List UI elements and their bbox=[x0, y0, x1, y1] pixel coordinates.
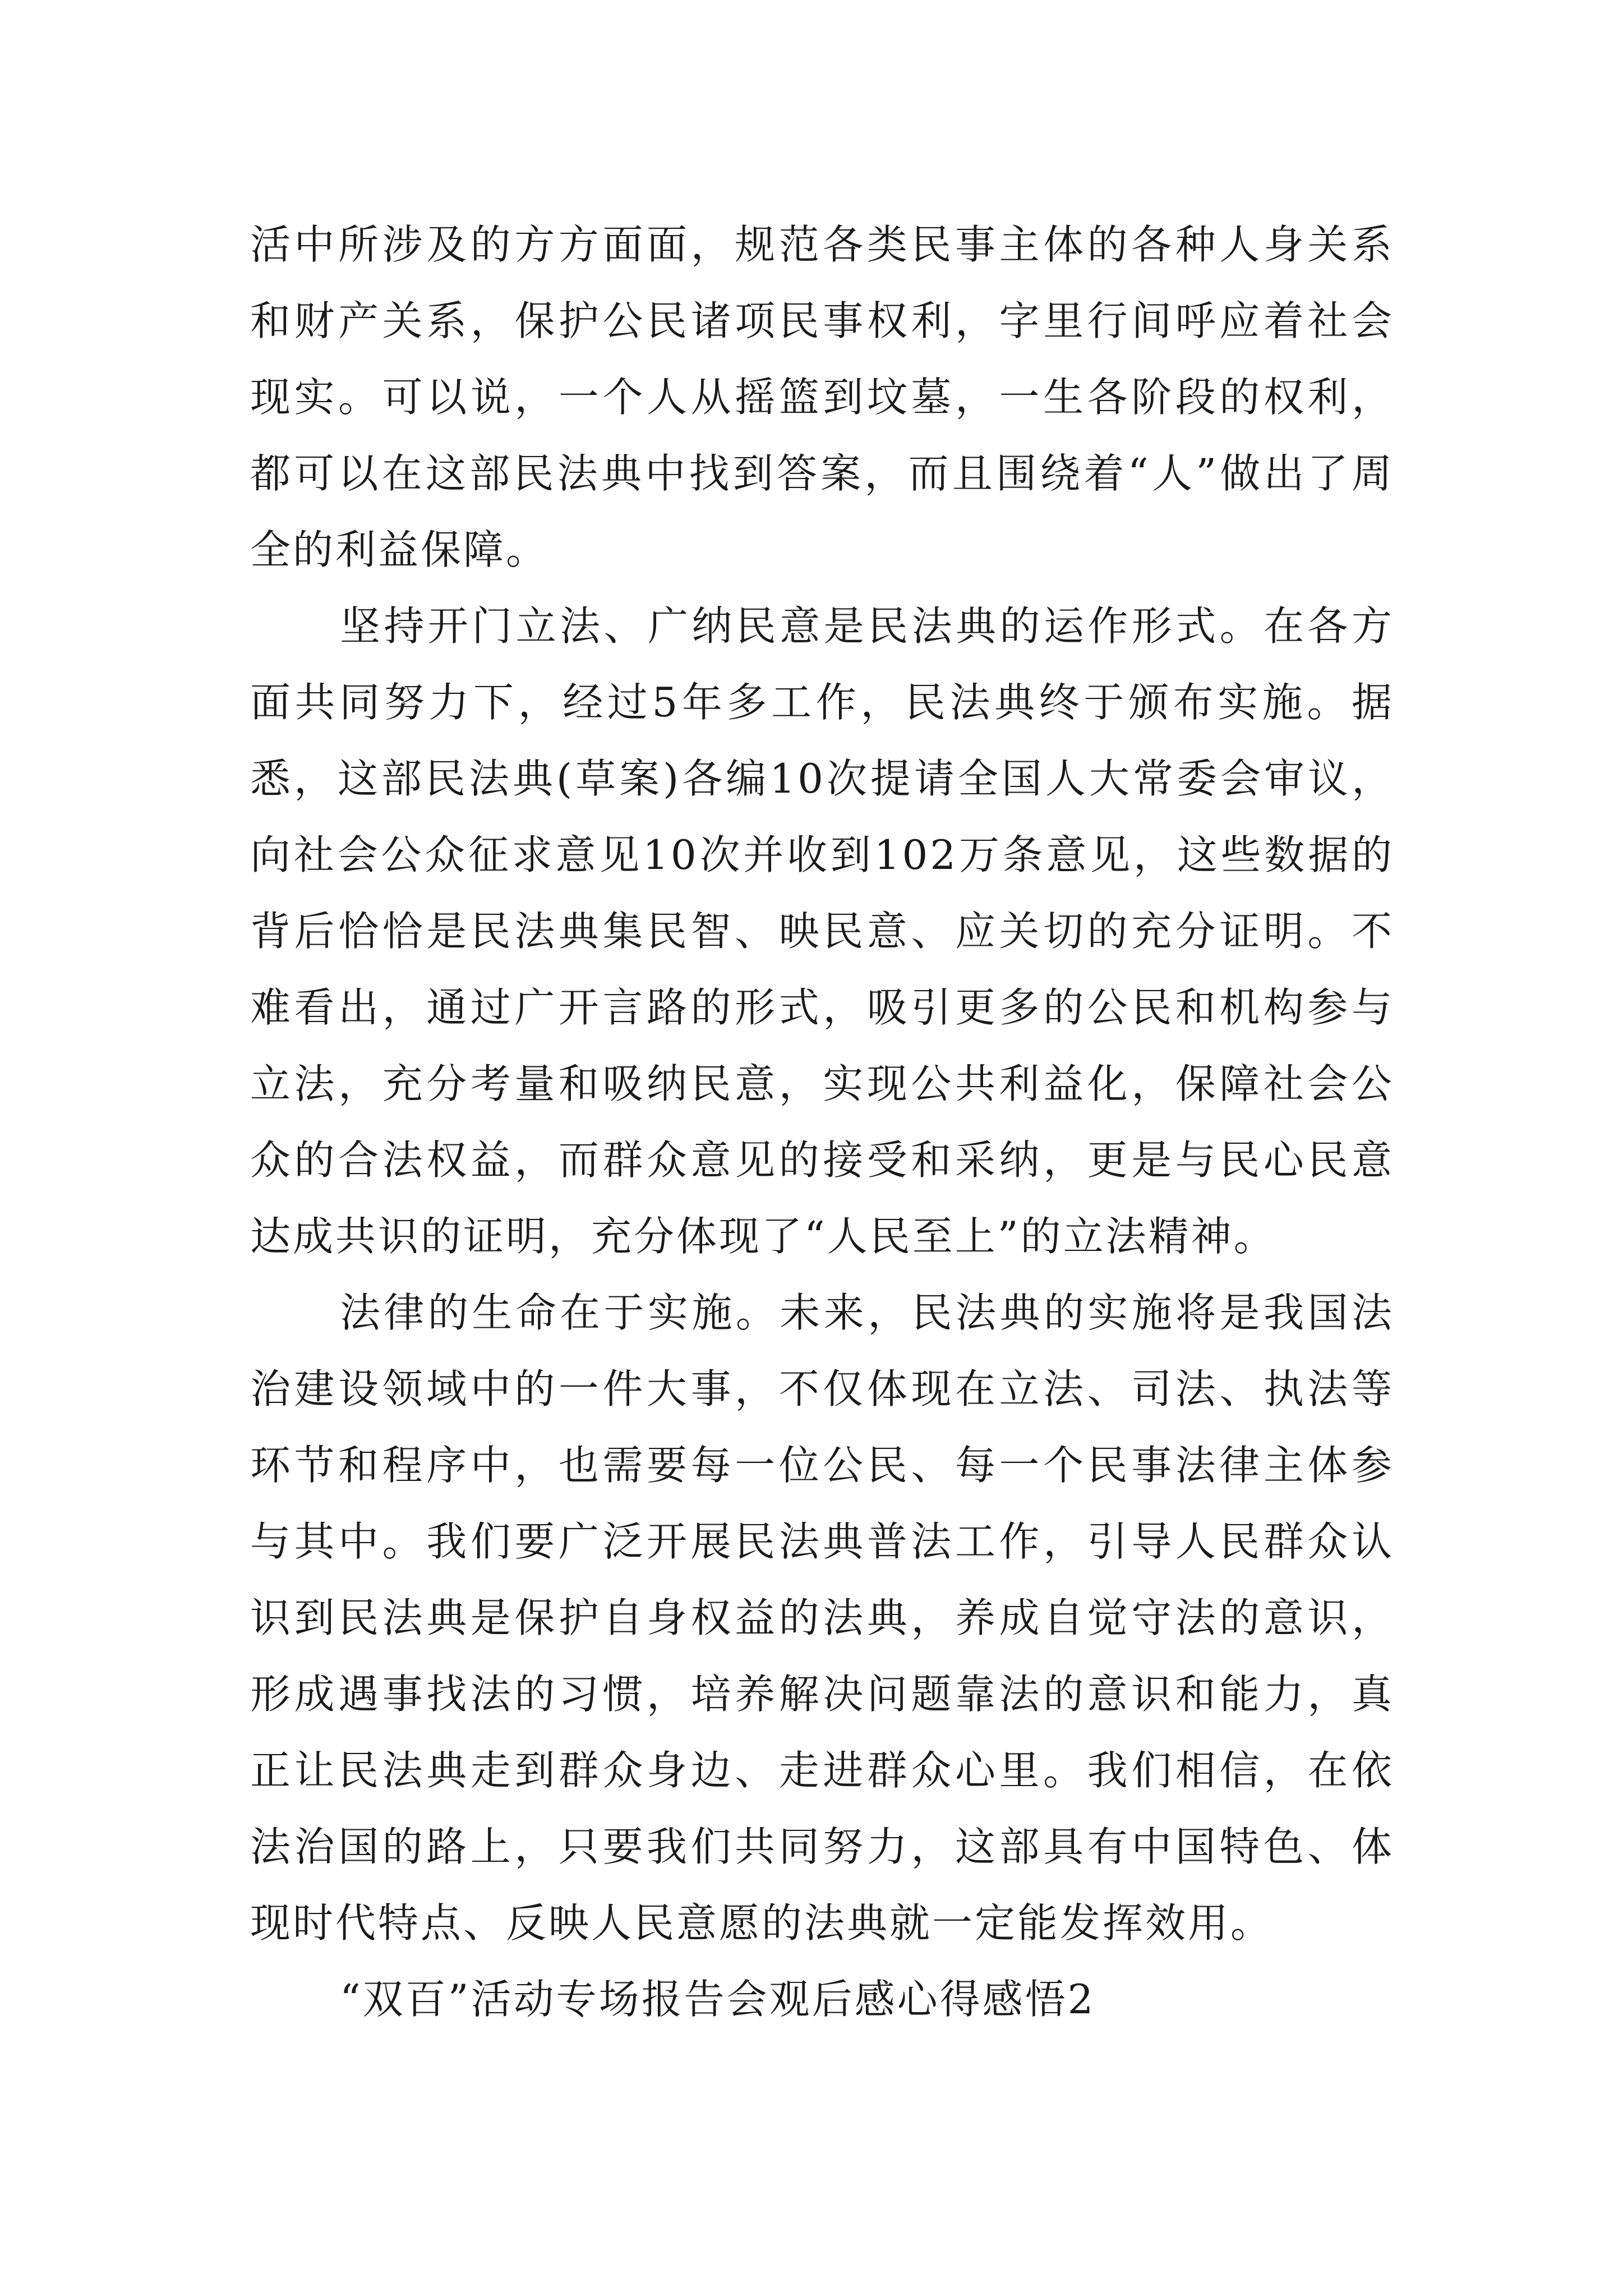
paragraph-implementation: 法律的生命在于实施。未来，民法典的实施将是我国法治建设领域中的一件大事，不仅体现在立法、司法、执法等环节和程序中，也需要每一位公民、每一个民事法律主体参与其中。我们要广泛开展民法典普法工作，引导人民群众认识到民法典是保护自身权益的法典，养成自觉守法的意识，形成遇事找法的习惯，培养解决问题靠法的意识和能力，真正让民法典走到群众身边、走进群众心里。我们相信，在依法治国的路上，只要我们共同努力，这部具有中国特色、体现时代特点、反映人民意愿的法典就一定能发挥效用。 bbox=[250, 1289, 1394, 1947]
document-body bbox=[250, 206, 1394, 2037]
paragraph-continuation: 活中所涉及的方方面面，规范各类民事主体的各种人身关系和财产关系，保护公民诸项民事权利，字里行间呼应着社会现实。可以说，一个人从摇篮到坟墓，一生各阶段的权利，都可以在这部民法典中找到答案，而且围绕着“人”做出了周全的利益保障。 bbox=[250, 221, 1394, 573]
section-heading: “双百”活动专场报告会观后感心得感悟2 bbox=[340, 1976, 1096, 2023]
paragraph-open-legislation: 坚持开门立法、广纳民意是民法典的运作形式。在各方面共同努力下，经过5年多工作，民法典终于颁布实施。据悉，这部民法典(草案)各编10次提请全国人大常委会审议，向社会公众征求意见10次并收到102万条意见，这些数据的背后恰恰是民法典集民智、映民意、应关切的充分证明。不难看出，通过广开言路的形式，吸引更多的公民和机构参与立法，充分考量和吸纳民意，实现公共利益化，保障社会公众的合法权益，而群众意见的接受和采纳，更是与民心民意达成共识的证明，充分体现了“人民至上”的立法精神。 bbox=[250, 602, 1394, 1260]
